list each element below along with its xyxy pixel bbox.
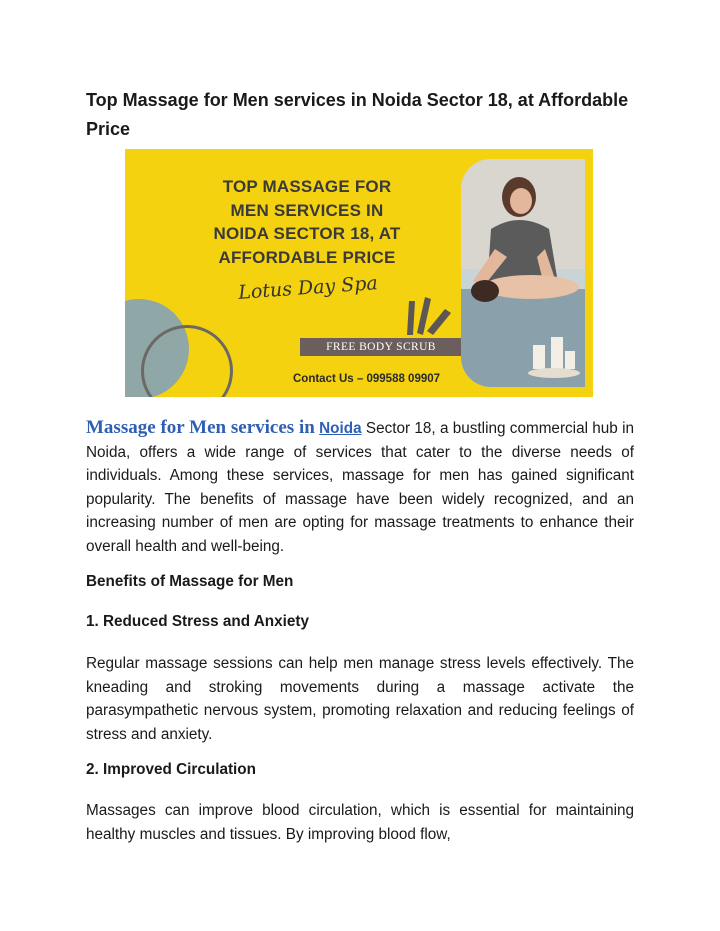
promo-banner <box>125 149 593 397</box>
section-body: Regular massage sessions can help men manage stress levels effectively. The kneading and stroking movements during a massage activate the parasympathetic nervous system, promoting relaxation and reducing feelings of stress and anxiety. <box>86 655 634 743</box>
section-heading: 1. Reduced Stress and Anxiety <box>86 613 310 630</box>
intro-paragraph <box>86 416 634 558</box>
massage-services-link[interactable]: Massage for Men services in <box>86 417 315 438</box>
decorative-stripes-icon <box>401 291 461 341</box>
offer-badge: FREE BODY SCRUB <box>300 338 462 356</box>
massage-photo <box>461 159 585 387</box>
section-heading: 2. Improved Circulation <box>86 761 256 778</box>
intro-text: Sector 18, a bustling commercial hub in Noida, offers a wide range of services that cater to the diverse needs of individuals. Among these services, massage for men has gained significant popularity. The benefits of massage have been widely recognized, and an increasing number of men are opting for massage treatments to enhance their overall health and well-being. <box>86 420 634 555</box>
section-body: Massages can improve blood circulation, which is essential for maintaining healthy muscles and tissues. By improving blood flow, <box>86 802 634 843</box>
banner-headline: TOP MASSAGE FOR MEN SERVICES IN NOIDA SECTOR 18, AT AFFORDABLE PRICE <box>213 177 401 267</box>
contact-line: Contact Us – 099588 09907 <box>293 373 441 385</box>
noida-link[interactable]: Noida <box>319 420 362 437</box>
massage-scene-icon <box>461 159 585 387</box>
page-title: Top Massage for Men services in Noida Sector 18, at Affordable Price <box>86 90 629 139</box>
spa-brand-logo: Lotus Day Spa <box>237 272 379 304</box>
benefits-heading: Benefits of Massage for Men <box>86 573 294 590</box>
